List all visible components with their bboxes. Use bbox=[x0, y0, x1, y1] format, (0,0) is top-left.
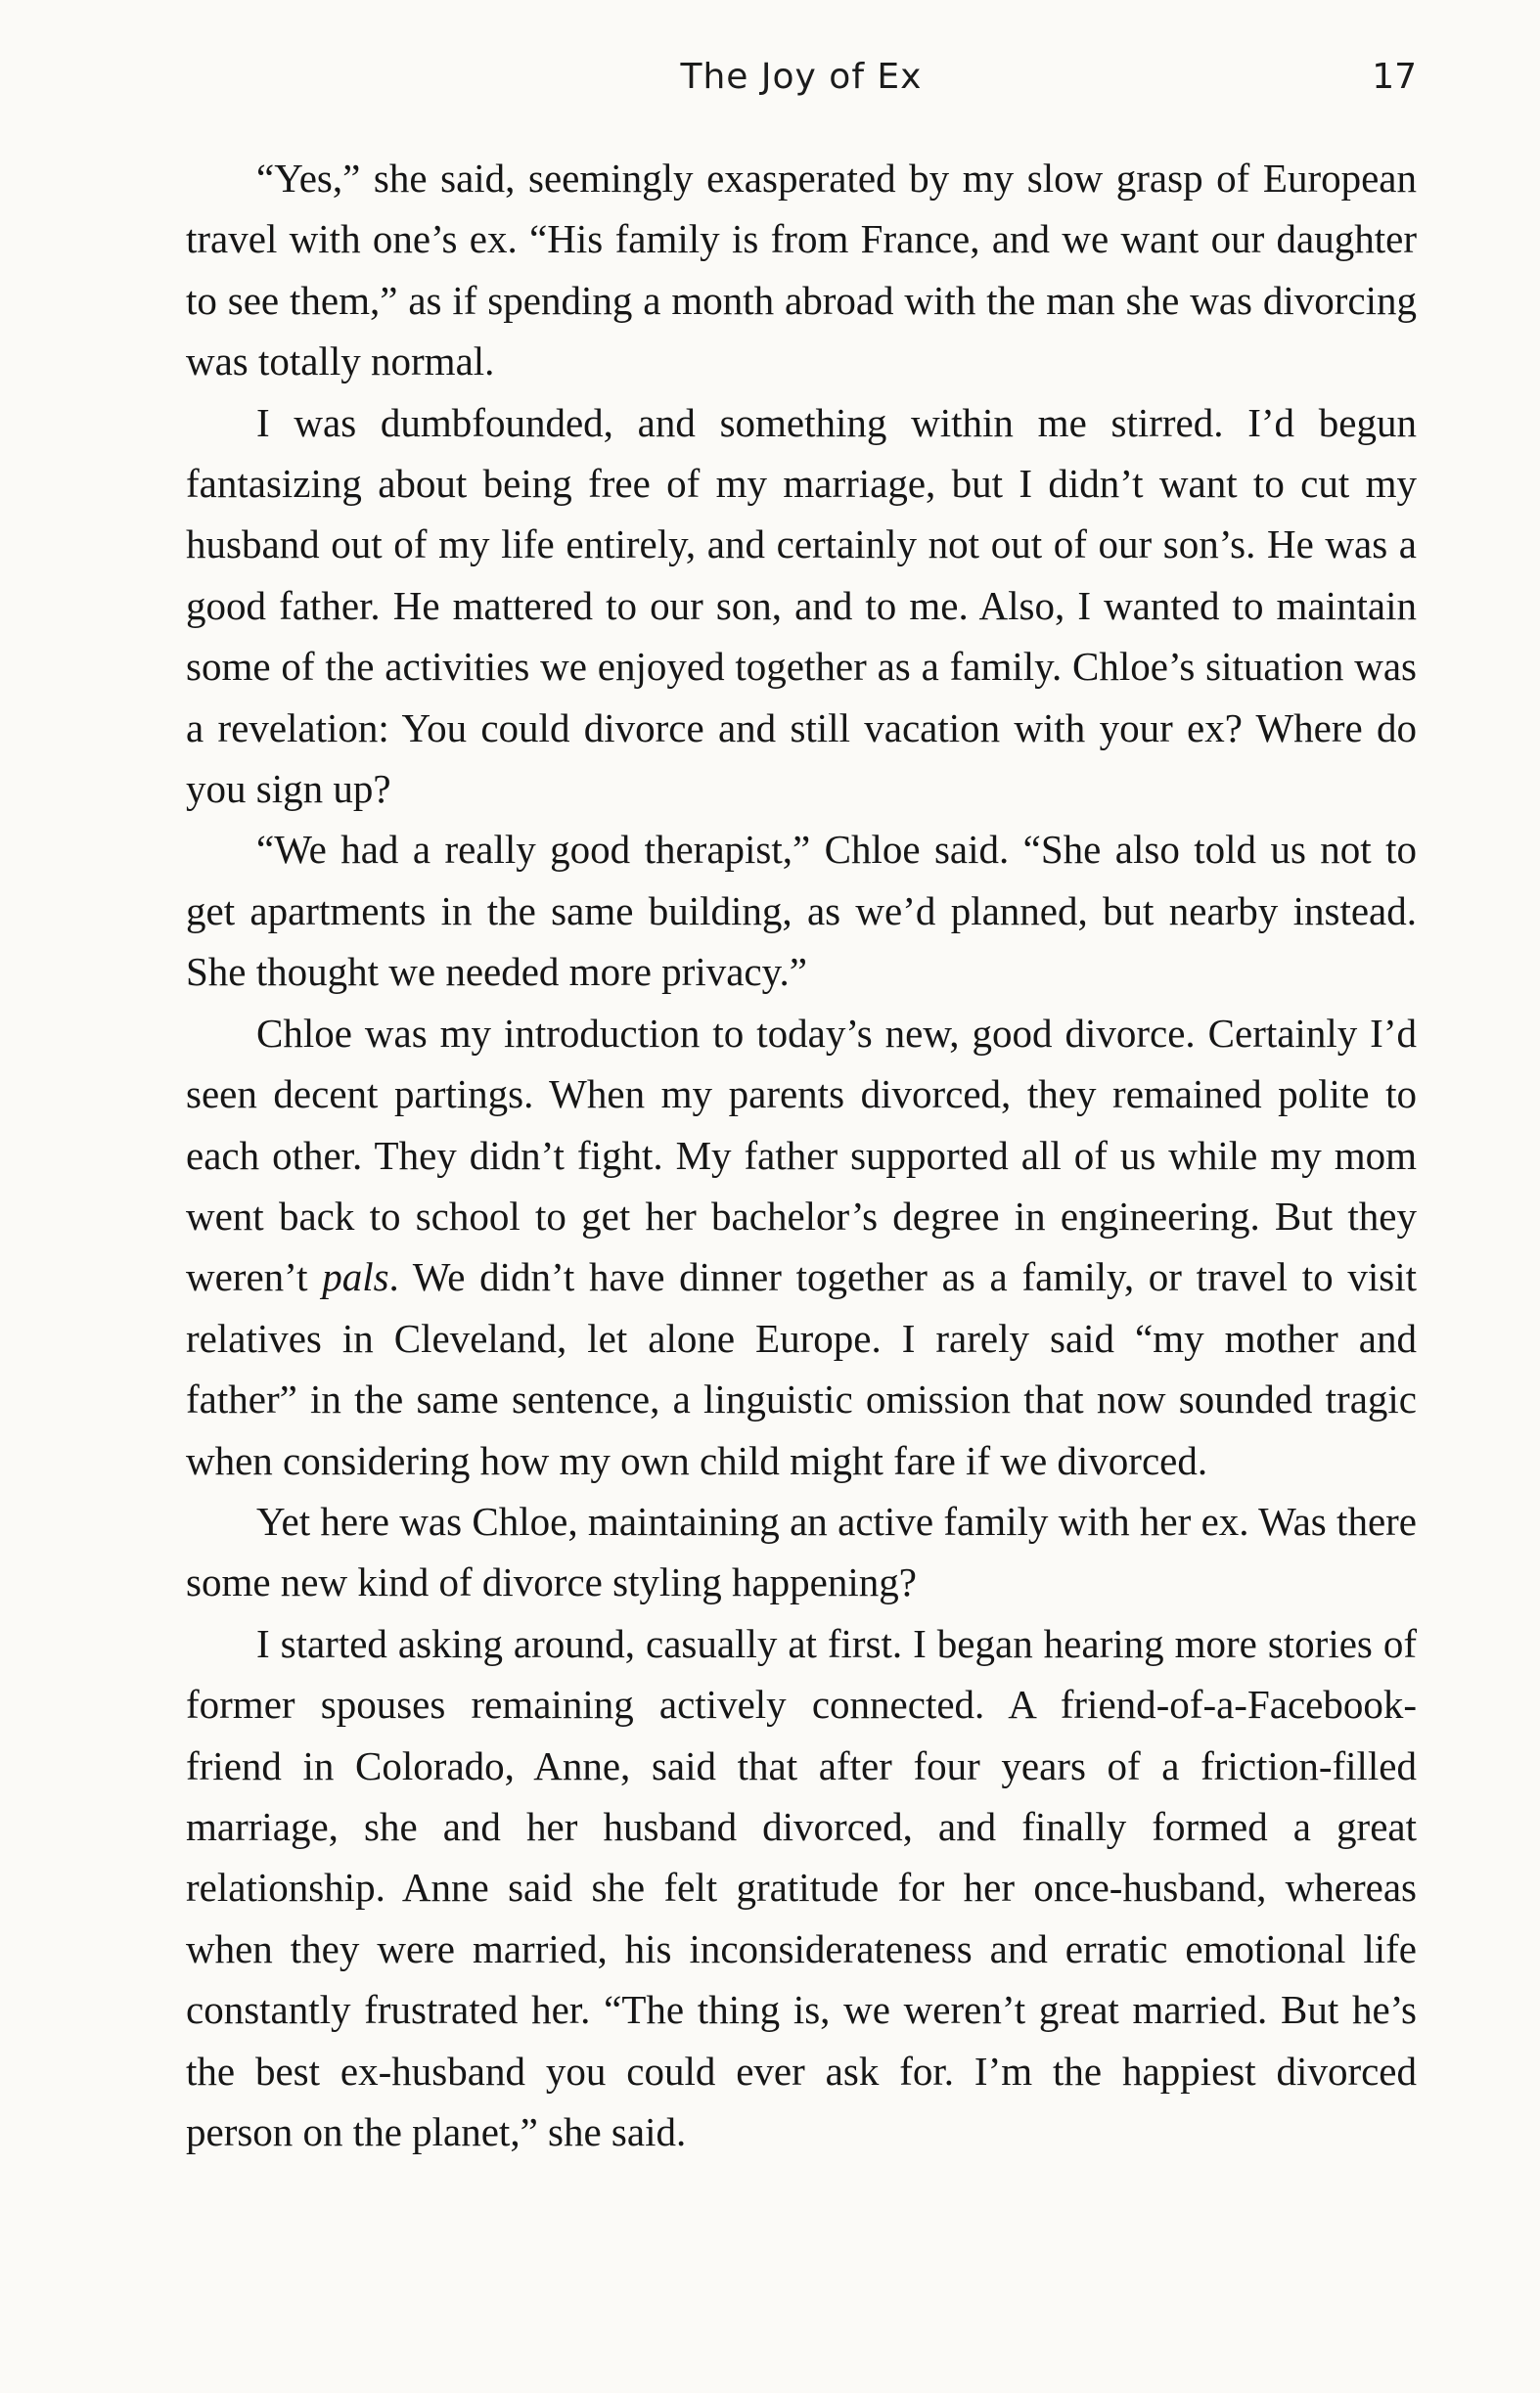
paragraph-2: I was dumbfounded, and something within me stirred. I’d begun fantasizing about being free of my marriage, but I didn’t want to cut my husband out of my life entirely, and certainly not out of our son’s. He was a good father. He mattered to our son, and to me. Also, I wanted to maintain some of the activities we enjoyed together as a family. Chloe’s situation was a revelation: You could divorce and still vacation with your ex? Where do you sign up? bbox=[186, 399, 1417, 812]
paragraph-4-part-1: Chloe was my introduction to today’s new, good divorce. Certainly I’d seen decent partings. When my parents divorced, they remained polite to each other. They didn’t fight. My father supported all of us while my mom went back to school to get her bachelor’s degree in engineering. But they weren’t bbox=[186, 1010, 1417, 1300]
paragraph-6: I started asking around, casually at first. I began hearing more stories of former spouses remaining actively connected. A friend-of-a-Facebook-friend in Colorado, Anne, said that after four years of a friction-filled marriage, she and her husband divorced, and finally formed a great relationship. Anne said she felt gratitude for her once-husband, whereas when they were married, his inconsiderateness and erratic emotional life constantly frustrated her. “The thing is, we weren’t great married. But he’s the best ex-husband you could ever ask for. I’m the happiest divorced person on the planet,” she said. bbox=[186, 1620, 1417, 2154]
running-title: The Joy of Ex bbox=[680, 57, 923, 97]
page-number: 17 bbox=[1372, 57, 1417, 97]
paragraph-4 bbox=[186, 1003, 1417, 1491]
paragraph-5: Yet here was Chloe, maintaining an active family with her ex. Was there some new kind of divorce styling happening? bbox=[186, 1498, 1417, 1605]
running-head bbox=[186, 57, 1417, 115]
paragraph-1: “Yes,” she said, seemingly exasperated by my slow grasp of European travel with one’s ex. “His family is from France, and we want our daughter to see them,” as if spending a month abroad with the man she was divorcing was totally normal. bbox=[186, 156, 1417, 384]
body-text bbox=[186, 148, 1417, 2162]
paragraph-4-part-2: . We didn’t have dinner together as a family, or travel to visit relatives in Cleveland, let alone Europe. I rarely said “my mother and father” in the same sentence, a linguistic omission that now sounded tragic when considering how my own child might fare if we divorced. bbox=[186, 1254, 1417, 1483]
emphasis-pals: pals bbox=[322, 1254, 389, 1300]
paragraph-3: “We had a really good therapist,” Chloe said. “She also told us not to get apartments in the same building, as we’d planned, but nearby instead. She thought we needed more privacy.” bbox=[186, 827, 1417, 995]
